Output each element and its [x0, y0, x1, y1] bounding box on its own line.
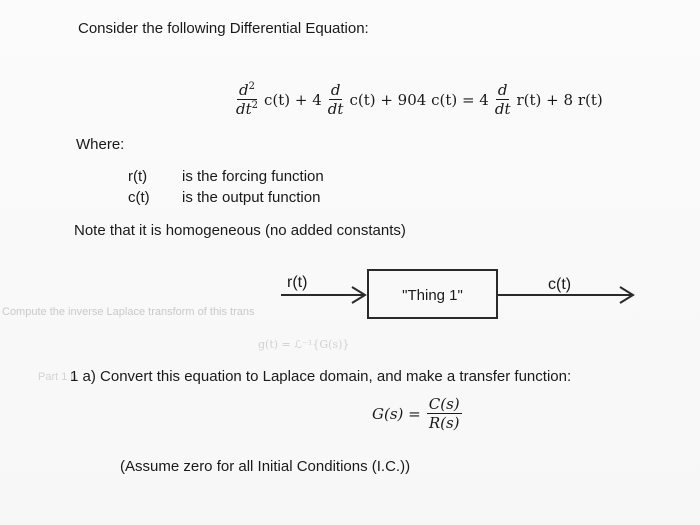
faint-background-formula: g(t) = ℒ⁻¹{G(s)}: [258, 338, 350, 351]
output-arrowhead-icon: [620, 287, 633, 303]
definition-meaning: is the forcing function: [182, 168, 324, 185]
transfer-function-numerator: C(s): [428, 395, 460, 413]
definition-meaning: is the output function: [182, 189, 321, 206]
transfer-function-fraction: [427, 396, 462, 431]
exponent: 2: [248, 81, 255, 92]
input-arrowhead-icon: [352, 287, 365, 303]
question-1a: 1 a) Convert this equation to Laplace domain, and make a transfer function:: [70, 368, 572, 385]
where-label: Where:: [76, 136, 125, 153]
assumption-text: (Assume zero for all Initial Conditions (I.C.)): [120, 458, 411, 475]
second-derivative-operator: [234, 82, 260, 117]
differential-equation: [232, 82, 603, 117]
note-text: Note that it is homogeneous (no added constants): [74, 222, 406, 239]
first-derivative-operator: [326, 82, 346, 117]
dt-symbol: dt: [494, 100, 511, 118]
exponent: 2: [251, 100, 259, 111]
dt-symbol: dt: [236, 100, 252, 118]
d-symbol: d: [497, 81, 508, 99]
system-block: [367, 269, 498, 319]
d-symbol: d: [330, 81, 341, 99]
definition-symbol: c(t): [128, 189, 150, 206]
system-block-label: "Thing 1": [402, 287, 463, 304]
definition-symbol: r(t): [128, 168, 148, 185]
input-signal-label: r(t): [287, 274, 308, 291]
heading: Consider the following Differential Equation:: [78, 20, 369, 37]
transfer-function: [372, 396, 464, 431]
d-symbol: d: [239, 81, 249, 99]
equation-term-2: c(t) + 904 c(t) = 4: [349, 90, 489, 109]
first-derivative-operator-rhs: [493, 82, 513, 117]
equation-term-3: r(t) + 8 r(t): [516, 90, 603, 109]
output-signal-label: c(t): [548, 276, 572, 293]
equation-term-1: c(t) + 4: [264, 90, 322, 109]
transfer-function-lhs: G(s) =: [372, 404, 421, 423]
dt-symbol: dt: [327, 100, 344, 118]
faint-background-label: Part 1 b: [38, 371, 77, 383]
faint-background-text: Compute the inverse Laplace transform of this trans: [2, 306, 255, 318]
transfer-function-denominator: R(s): [428, 414, 460, 432]
